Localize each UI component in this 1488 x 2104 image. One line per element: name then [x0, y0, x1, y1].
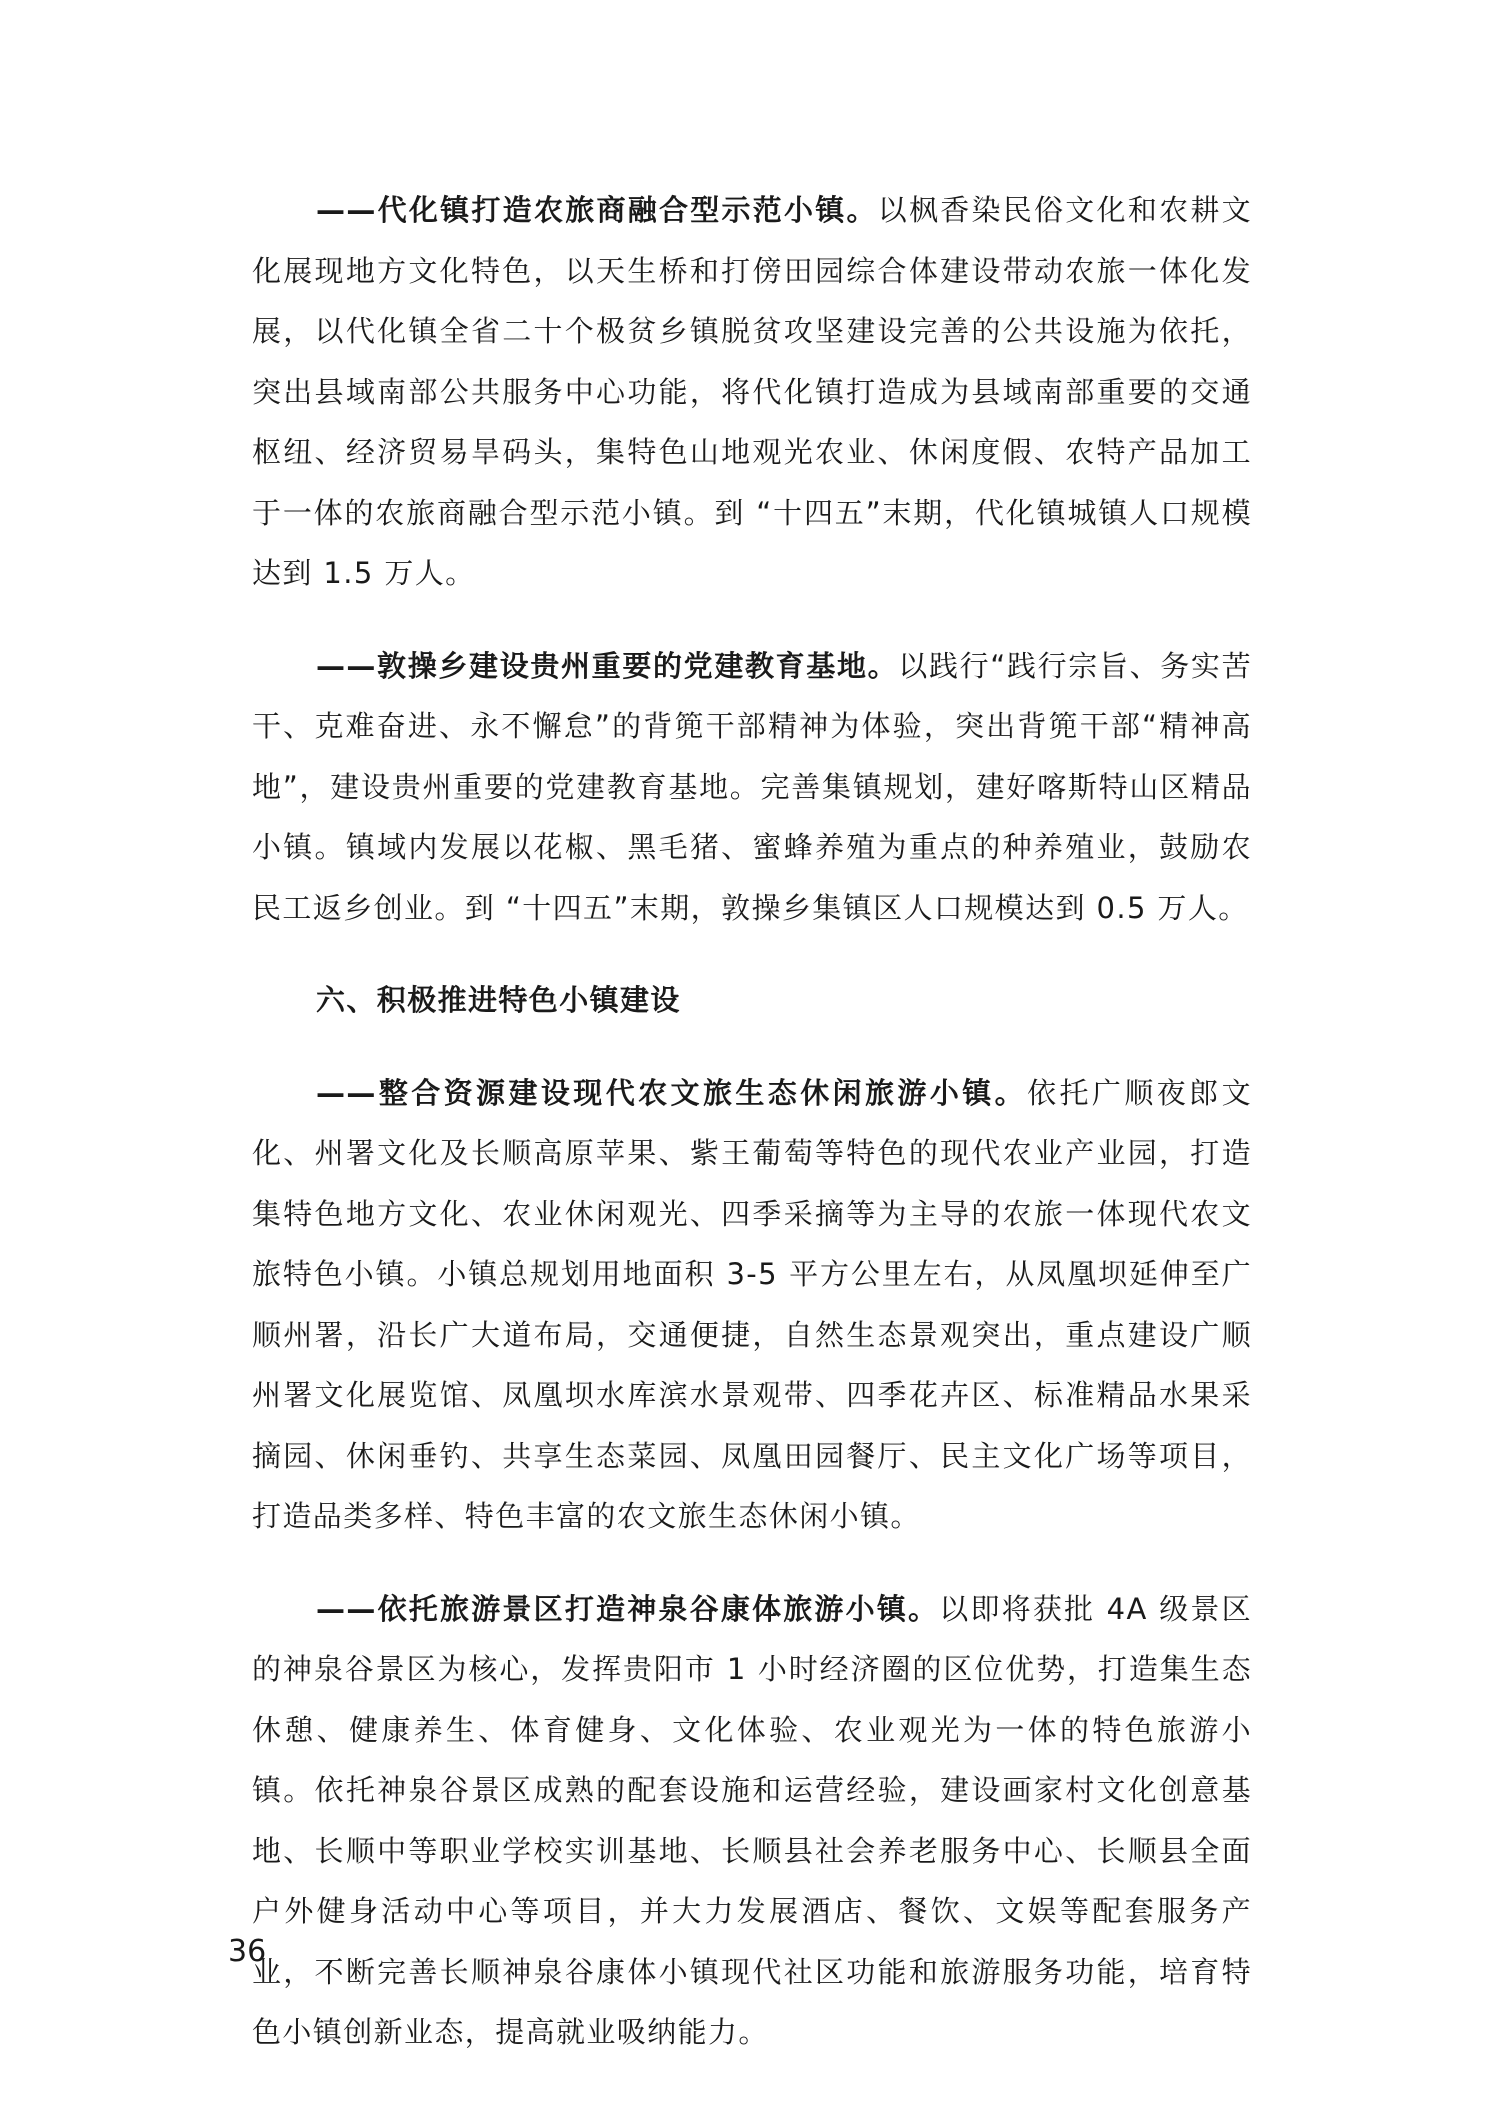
paragraph-daihua-town — [252, 180, 1252, 604]
paragraph-agri-tourism-town — [252, 1063, 1252, 1547]
paragraph-lead: ——敦操乡建设贵州重要的党建教育基地。 — [316, 648, 899, 683]
document-body — [252, 180, 1252, 2095]
paragraph-lead: ——整合资源建设现代农文旅生态休闲旅游小镇。 — [316, 1075, 1028, 1110]
paragraph-duncao-township — [252, 636, 1252, 939]
paragraph-lead: ——依托旅游景区打造神泉谷康体旅游小镇。 — [316, 1591, 940, 1626]
paragraph-body: 以枫香染民俗文化和农耕文化展现地方文化特色，以天生桥和打傍田园综合体建设带动农旅一体化发展，以代化镇全省二十个极贫乡镇脱贫攻坚建设完善的公共设施为依托，突出县域南部公共服务中心功能，将代化镇打造成为县域南部重要的交通枢纽、经济贸易旱码头，集特色山地观光农业、休闲度假、农特产品加工于一体的农旅商融合型示范小镇。到 “十四五”末期，代化镇城镇人口规模达到 1.5 万人。 — [252, 193, 1252, 590]
section-heading: 六、积极推进特色小镇建设 — [316, 983, 681, 1017]
paragraph-body: 以即将获批 4A 级景区的神泉谷景区为核心，发挥贵阳市 1 小时经济圈的区位优势，打造集生态休憩、健康养生、体育健身、文化体验、农业观光为一体的特色旅游小镇。依托神泉谷景区成熟的配套设施和运营经验，建设画家村文化创意基地、长顺中等职业学校实训基地、长顺县社会养老服务中心、长顺县全面户外健身活动中心等项目，并大力发展酒店、餐饮、文娱等配套服务产业，不断完善长顺神泉谷康体小镇现代社区功能和旅游服务功能，培育特色小镇创新业态，提高就业吸纳能力。 — [252, 1591, 1252, 2049]
paragraph-body: 依托广顺夜郎文化、州署文化及长顺高原苹果、紫王葡萄等特色的现代农业产业园，打造集特色地方文化、农业休闲观光、四季采摘等为主导的农旅一体现代农文旅特色小镇。小镇总规划用地面积 3-5 平方公里左右，从凤凰坝延伸至广顺州署，沿长广大道布局，交通便捷，自然生态景观突出，重点建设广顺州署文化展览馆、凤凰坝水库滨水景观带、四季花卉区、标准精品水果采摘园、休闲垂钓、共享生态菜园、凤凰田园餐厅、民主文化广场等项目，打造品类多样、特色丰富的农文旅生态休闲小镇。 — [252, 1075, 1252, 1533]
paragraph-shenquangu-town — [252, 1579, 1252, 2063]
paragraph-body: 以践行“践行宗旨、务实苦干、克难奋进、永不懈怠”的背篼干部精神为体验，突出背篼干部“精神高地”，建设贵州重要的党建教育基地。完善集镇规划，建好喀斯特山区精品小镇。镇域内发展以花椒、黑毛猪、蜜蜂养殖为重点的种养殖业，鼓励农民工返乡创业。到 “十四五”末期，敦操乡集镇区人口规模达到 0.5 万人。 — [252, 648, 1252, 925]
paragraph-lead: ——代化镇打造农旅商融合型示范小镇。 — [316, 193, 878, 227]
page-number: 36 — [228, 1934, 267, 1969]
